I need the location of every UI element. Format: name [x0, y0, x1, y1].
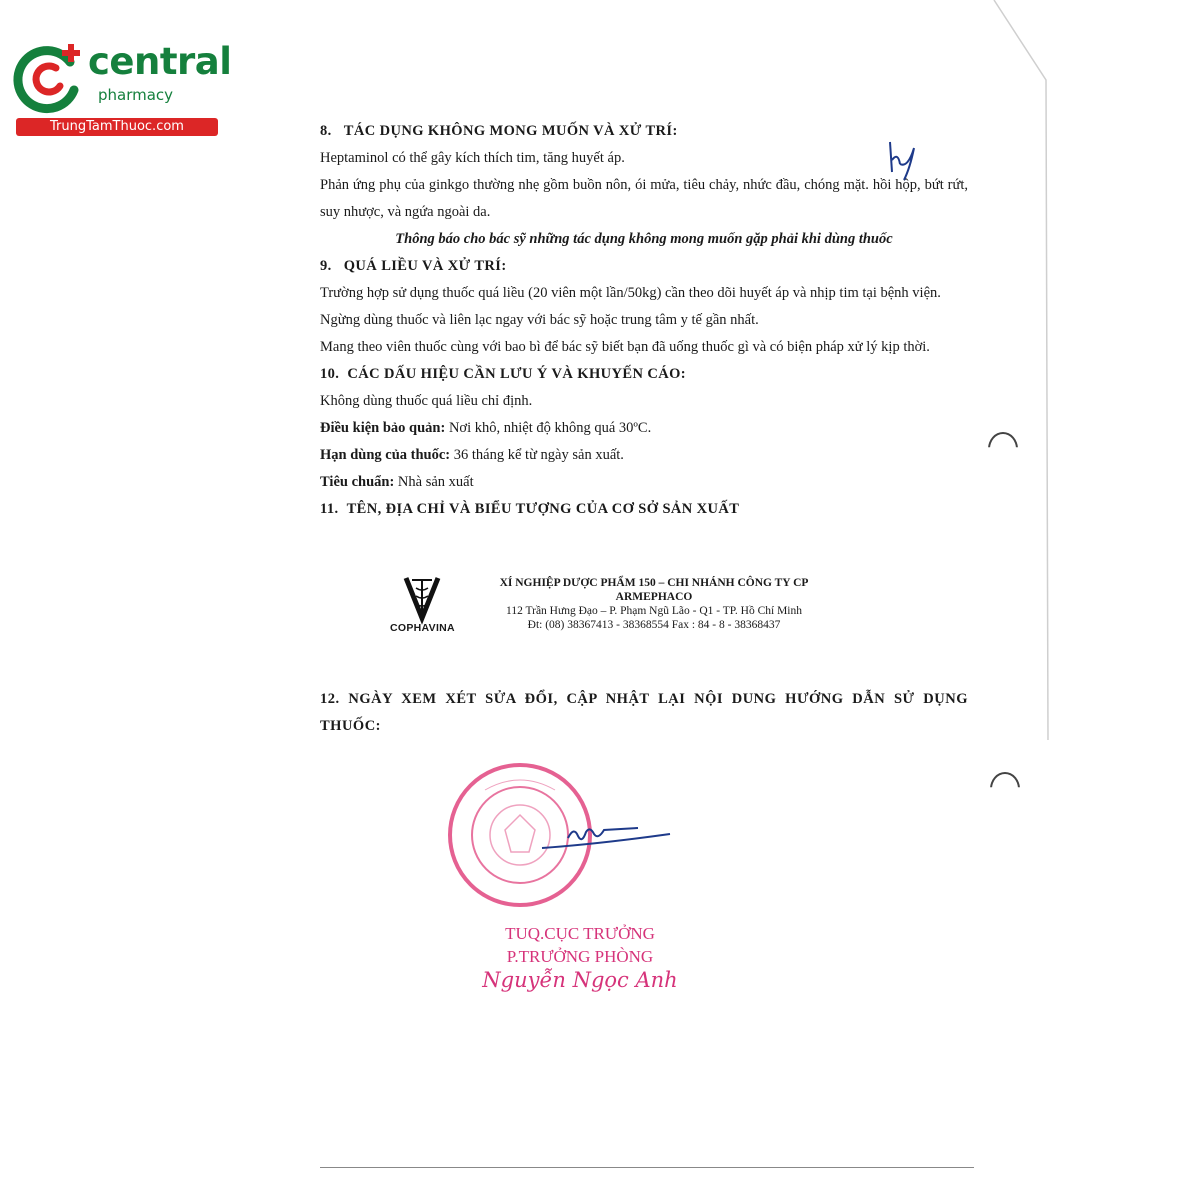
section-8-p2: Phản ứng phụ của ginkgo thường nhẹ gồm buồn nôn, ói mửa, tiêu chảy, nhức đầu, chóng mặt. hồi hộp, bứt rứt, suy nhược, và ngứa ngoài da. [320, 177, 968, 220]
brand-name: central [88, 40, 232, 83]
storage-row [320, 415, 968, 442]
manufacturer-details [474, 576, 834, 632]
signature-name: Nguyễn Ngọc Anh [482, 968, 678, 992]
standard-label: Tiêu chuẩn: [320, 474, 395, 490]
manufacturer-line2: ARMEPHACO [615, 591, 693, 603]
section-10-title: 10. CÁC DẤU HIỆU CẦN LƯU Ý VÀ KHUYẾN CÁO: [320, 366, 687, 382]
expiry-value: 36 tháng kể từ ngày sản xuất. [450, 447, 624, 463]
manufacturer-logo-text: COPHAVINA [390, 622, 455, 634]
brand-logo [8, 36, 232, 136]
brand-site: TrungTamThuoc.com [16, 118, 218, 136]
standard-value: Nhà sản xuất [394, 474, 474, 490]
expiry-label: Hạn dùng của thuốc: [320, 447, 451, 463]
storage-label: Điều kiện bảo quản: [320, 420, 446, 436]
brand-subtitle: pharmacy [98, 86, 174, 104]
section-9-title: 9. QUÁ LIỀU VÀ XỬ TRÍ: [320, 258, 507, 274]
section-8-title: 8. TÁC DỤNG KHÔNG MONG MUỐN VÀ XỬ TRÍ: [320, 123, 678, 139]
manufacturer-phone: Đt: (08) 38367413 - 38368554 Fax : 84 - 8 - 38368437 [527, 619, 781, 631]
section-11-title: 11. TÊN, ĐỊA CHỈ VÀ BIỂU TƯỢNG CỦA CƠ SỞ SẢN XUẤT [320, 501, 740, 517]
brand-cross-icon [12, 40, 88, 116]
section-9-p1: Trường hợp sử dụng thuốc quá liều (20 viên một lần/50kg) cần theo dõi huyết áp và nhịp tim tại bệnh viện. [320, 285, 941, 301]
manufacturer-address: 112 Trần Hưng Đạo – P. Phạm Ngũ Lão - Q1 - TP. Hồ Chí Minh [506, 605, 802, 617]
standard-row [320, 469, 968, 496]
section-8-notice: Thông báo cho bác sỹ những tác dụng không mong muốn gặp phải khi dùng thuốc [395, 231, 893, 247]
section-9-p3: Mang theo viên thuốc cùng với bao bì để bác sỹ biết bạn đã uống thuốc gì và có biện pháp xử lý kịp thời. [320, 339, 930, 355]
section-9-p2: Ngừng dùng thuốc và liên lạc ngay với bác sỹ hoặc trung tâm y tế gần nhất. [320, 312, 759, 328]
page-edge-line [990, 0, 1070, 800]
initial-mark-icon [884, 138, 924, 182]
manufacturer-block [386, 574, 846, 644]
section-12-title: 12. NGÀY XEM XÉT SỬA ĐỔI, CẬP NHẬT LẠI NỘI DUNG HƯỚNG DẪN SỬ DỤNG THUỐC: [320, 691, 968, 734]
footer-rule [320, 1167, 974, 1168]
signature-stroke-icon [538, 818, 678, 858]
section-10-p1: Không dùng thuốc quá liều chỉ định. [320, 393, 533, 409]
expiry-row [320, 442, 968, 469]
signature-line2: P.TRƯỞNG PHÒNG [506, 947, 654, 966]
signature-block [470, 922, 690, 968]
manufacturer-line1: XÍ NGHIỆP DƯỢC PHẨM 150 – CHI NHÁNH CÔNG TY CP [499, 577, 809, 589]
document-body [320, 118, 968, 523]
storage-value: Nơi khô, nhiệt độ không quá 30ºC. [445, 420, 652, 436]
signature-line1: TUQ.CỤC TRƯỞNG [505, 924, 655, 943]
section-8-p1: Heptaminol có thể gây kích thích tim, tăng huyết áp. [320, 150, 625, 166]
